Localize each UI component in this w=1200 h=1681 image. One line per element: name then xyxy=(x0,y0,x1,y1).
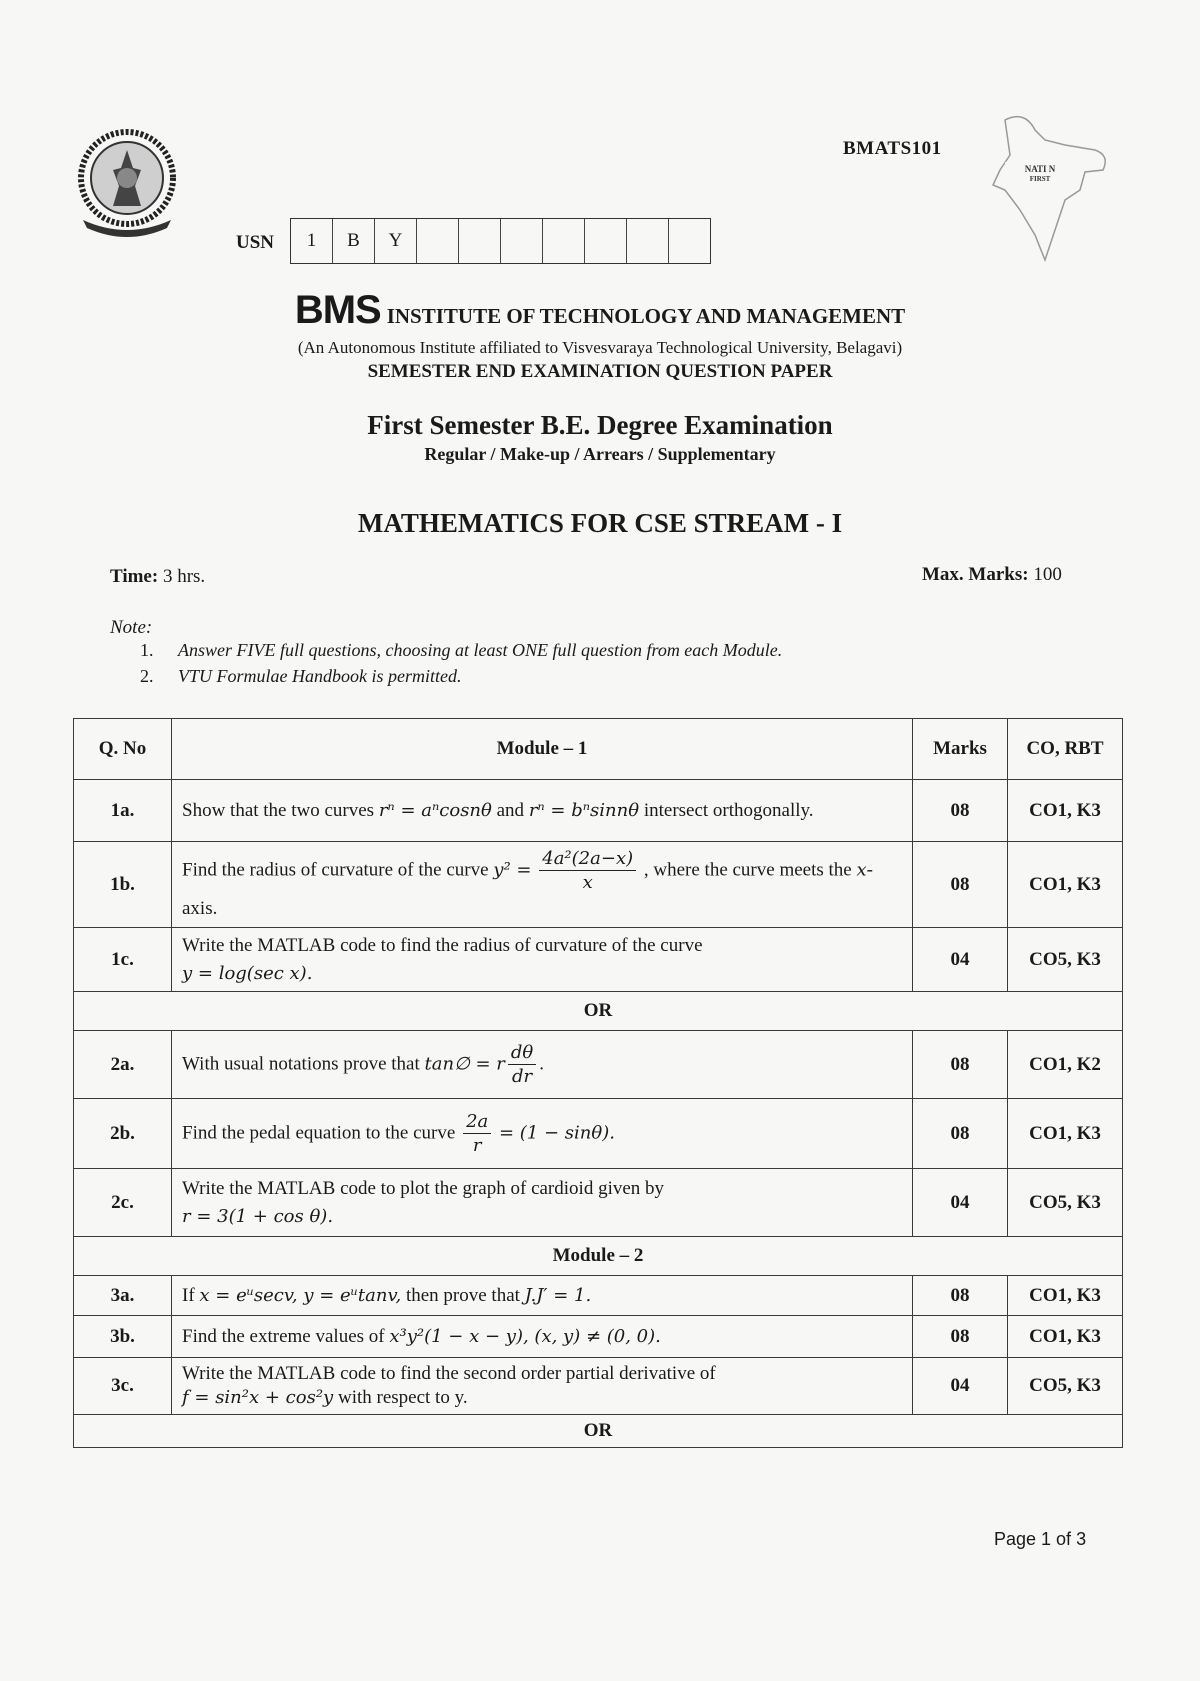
question-text: Find the radius of curvature of the curve y² = $\frac{\text{4a²(2a−x)}}{x}$ , where the curve meets the x- axis. xyxy=(172,842,913,928)
subject-title: MATHEMATICS FOR CSE STREAM - I xyxy=(357,508,843,538)
table-row xyxy=(74,780,1123,842)
question-number: 2c. xyxy=(74,1169,172,1237)
question-number: 2a. xyxy=(74,1031,172,1099)
badge-text-bottom: FIRST xyxy=(1029,175,1051,183)
note-item xyxy=(140,640,782,661)
question-text: Write the MATLAB code to plot the graph of cardioid given by r = 3(1 + cos θ). xyxy=(172,1169,913,1237)
question-marks: 04 xyxy=(913,1169,1008,1237)
note-list xyxy=(140,640,782,692)
or-row xyxy=(74,992,1123,1031)
table-row xyxy=(74,1316,1123,1358)
question-table xyxy=(73,718,1123,1448)
page-number: Page 1 of 3 xyxy=(994,1529,1087,1549)
badge-text-top: NATI N xyxy=(1024,164,1056,174)
table-row xyxy=(74,1169,1123,1237)
india-map-icon xyxy=(985,110,1120,265)
note-text: Answer FIVE full questions, choosing at least ONE full question from each Module. xyxy=(178,640,783,660)
question-marks: 04 xyxy=(913,1358,1008,1415)
question-co: CO5, K3 xyxy=(1008,928,1123,992)
question-text: Show that the two curves rⁿ = aⁿcosnθ and rⁿ = bⁿsinnθ intersect orthogonally. xyxy=(172,780,913,842)
header-qno: Q. No xyxy=(74,719,172,780)
note-text: VTU Formulae Handbook is permitted. xyxy=(178,666,462,686)
question-marks: 08 xyxy=(913,1099,1008,1169)
max-marks xyxy=(922,564,1062,586)
question-co: CO1, K2 xyxy=(1008,1031,1123,1099)
question-text: Write the MATLAB code to find the second order partial derivative of f = sin²x + cos²y with respect to y. xyxy=(172,1358,913,1415)
usn-box[interactable] xyxy=(417,219,459,263)
question-marks: 08 xyxy=(913,842,1008,928)
header-marks: Marks xyxy=(913,719,1008,780)
question-marks: 08 xyxy=(913,780,1008,842)
or-label: OR xyxy=(74,992,1123,1031)
max-marks-value: 100 xyxy=(1033,564,1062,585)
question-number: 3b. xyxy=(74,1316,172,1358)
institute-short-name: BMS xyxy=(294,288,381,332)
question-co: CO5, K3 xyxy=(1008,1358,1123,1415)
note-item xyxy=(140,666,782,687)
question-number: 1a. xyxy=(74,780,172,842)
table-row xyxy=(74,928,1123,992)
or-row xyxy=(74,1414,1123,1447)
or-label: OR xyxy=(74,1414,1123,1447)
affiliation: (An Autonomous Institute affiliated to Visvesvaraya Technological University, Belagavi) xyxy=(297,338,903,357)
usn-boxes[interactable] xyxy=(290,218,711,264)
question-marks: 08 xyxy=(913,1276,1008,1316)
institute-logo xyxy=(75,128,180,240)
question-text: Find the pedal equation to the curve $\frac{2a}{r}$ = (1 − sinθ). xyxy=(172,1099,913,1169)
question-marks: 04 xyxy=(913,928,1008,992)
question-text: With usual notations prove that tan∅ = r $\frac{d\theta}{dr}$ . xyxy=(172,1031,913,1099)
usn-box[interactable] xyxy=(459,219,501,263)
usn-box[interactable] xyxy=(669,219,710,263)
table-row xyxy=(74,1099,1123,1169)
usn-box[interactable]: Y xyxy=(375,219,417,263)
usn-box[interactable] xyxy=(543,219,585,263)
question-co: CO1, K3 xyxy=(1008,1276,1123,1316)
question-text: If x = eᵘsecv, y = eᵘtanv, then prove that J.J′ = 1. xyxy=(172,1276,913,1316)
note-number: 1. xyxy=(140,640,154,660)
question-text: Find the extreme values of x³y²(1 − x − y), (x, y) ≠ (0, 0). xyxy=(172,1316,913,1358)
question-co: CO1, K3 xyxy=(1008,1316,1123,1358)
usn-box[interactable]: B xyxy=(333,219,375,263)
note-number: 2. xyxy=(140,666,154,686)
table-row xyxy=(74,1358,1123,1415)
question-number: 3c. xyxy=(74,1358,172,1415)
usn-box[interactable] xyxy=(627,219,669,263)
question-number: 1b. xyxy=(74,842,172,928)
institute-name xyxy=(0,288,1200,333)
question-number: 3a. xyxy=(74,1276,172,1316)
institute-full-name: INSTITUTE OF TECHNOLOGY AND MANAGEMENT xyxy=(386,304,906,328)
question-co: CO5, K3 xyxy=(1008,1169,1123,1237)
note-heading: Note: xyxy=(110,617,153,638)
question-marks: 08 xyxy=(913,1031,1008,1099)
question-co: CO1, K3 xyxy=(1008,1099,1123,1169)
module-label: Module – 2 xyxy=(74,1237,1123,1276)
header-co: CO, RBT xyxy=(1008,719,1123,780)
time-label: Time: xyxy=(110,566,159,587)
question-text: Write the MATLAB code to find the radius of curvature of the curve y = log(sec x). xyxy=(172,928,913,992)
question-co: CO1, K3 xyxy=(1008,780,1123,842)
table-row xyxy=(74,1031,1123,1099)
time-value: 3 hrs. xyxy=(162,566,206,587)
exam-types: Regular / Make-up / Arrears / Supplementary xyxy=(424,444,776,464)
module-row xyxy=(74,1237,1123,1276)
usn-box[interactable] xyxy=(501,219,543,263)
table-row xyxy=(74,842,1123,928)
paper-code: BMATS101 xyxy=(843,138,942,159)
paper-type: SEMESTER END EXAMINATION QUESTION PAPER xyxy=(367,361,833,382)
table-row xyxy=(74,1276,1123,1316)
question-co: CO1, K3 xyxy=(1008,842,1123,928)
usn-box[interactable]: 1 xyxy=(291,219,333,263)
question-marks: 08 xyxy=(913,1316,1008,1358)
table-header-row xyxy=(74,719,1123,780)
usn-label: USN xyxy=(236,232,275,253)
time xyxy=(110,566,205,588)
question-number: 2b. xyxy=(74,1099,172,1169)
usn-box[interactable] xyxy=(585,219,627,263)
question-number: 1c. xyxy=(74,928,172,992)
max-marks-label: Max. Marks: xyxy=(922,564,1029,585)
header-module: Module – 1 xyxy=(172,719,913,780)
exam-title: First Semester B.E. Degree Examination xyxy=(367,410,833,440)
